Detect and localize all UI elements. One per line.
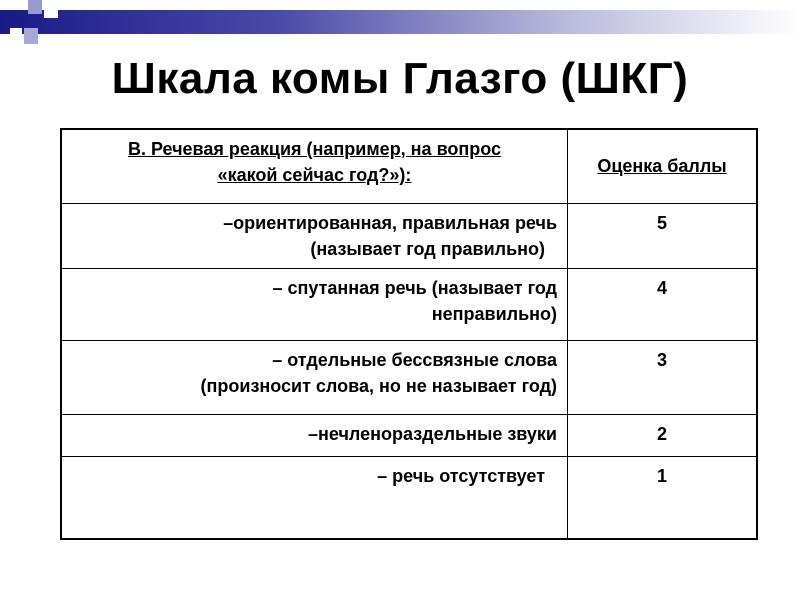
decor-square-icon [10,28,22,38]
table-row [61,268,757,340]
table-row [61,340,757,414]
decor-square-icon [10,10,24,24]
table-header-row [61,129,757,203]
row-description: – речь отсутствует [61,456,568,539]
row-description: –ориентированная, правильная речь (называет год правильно) [61,203,568,268]
row-description: – отдельные бессвязные слова (произносит слова, но не называет год) [61,340,568,414]
row-description: – спутанная речь (называет год неправильно) [61,268,568,340]
row-score: 3 [568,340,757,414]
header-line-2: «какой сейчас год?»): [217,165,412,185]
row-score: 4 [568,268,757,340]
decor-square-icon [24,28,38,44]
header-line-1: В. Речевая реакция (например, на вопрос [127,139,502,159]
gcs-verbal-table [60,128,758,540]
row-score: 2 [568,414,757,456]
table-row [61,456,757,539]
decor-square-icon [28,0,42,14]
table-row [61,203,757,268]
row-score: 5 [568,203,757,268]
slide-title: Шкала комы Глазго (ШКГ) [111,54,689,103]
row-description: –нечленораздельные звуки [61,414,568,456]
header-gradient-bar [0,10,800,34]
decor-square-icon [44,6,58,18]
table-row [61,414,757,456]
score-column-label: Оценка баллы [597,156,727,177]
row-score: 1 [568,456,757,539]
header-description-cell [61,129,568,203]
header-score-cell [568,129,757,203]
